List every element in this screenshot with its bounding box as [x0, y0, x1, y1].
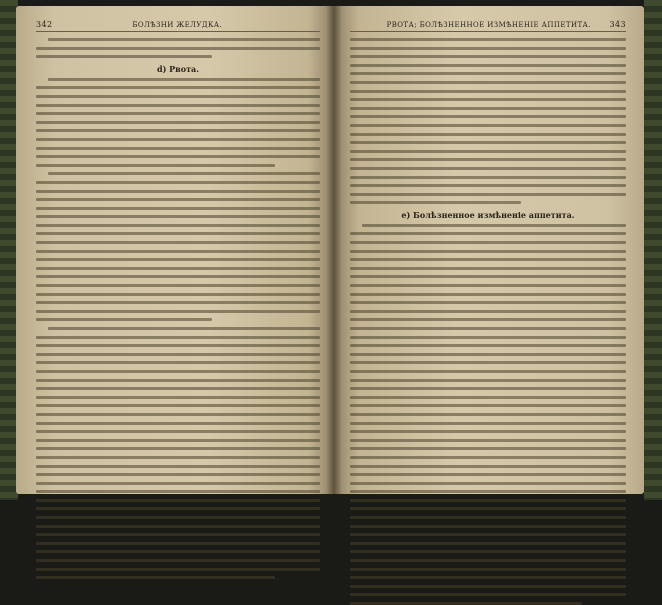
right-page — [334, 6, 644, 494]
book-binding-right — [644, 0, 662, 500]
left-running-title: БОЛѢЗНИ ЖЕЛУДКА. — [132, 21, 223, 29]
left-text-block-2 — [36, 78, 320, 579]
right-text-block-2 — [350, 224, 626, 605]
right-running-title: РВОТА; БОЛѢЗНЕННОЕ ИЗМѢНЕНІЕ АППЕТИТА. — [386, 21, 591, 29]
right-section-title: e) Болѣзненное измѣненіе аппетита. — [401, 209, 575, 220]
right-text-block-1 — [350, 38, 626, 204]
right-page-number: 343 — [609, 20, 626, 29]
left-section-title: d) Рвота. — [157, 63, 199, 74]
left-page — [16, 6, 334, 494]
left-page-number: 342 — [36, 20, 53, 29]
left-text-block-1 — [36, 38, 320, 58]
left-running-head — [36, 20, 320, 32]
right-running-head — [350, 20, 626, 32]
